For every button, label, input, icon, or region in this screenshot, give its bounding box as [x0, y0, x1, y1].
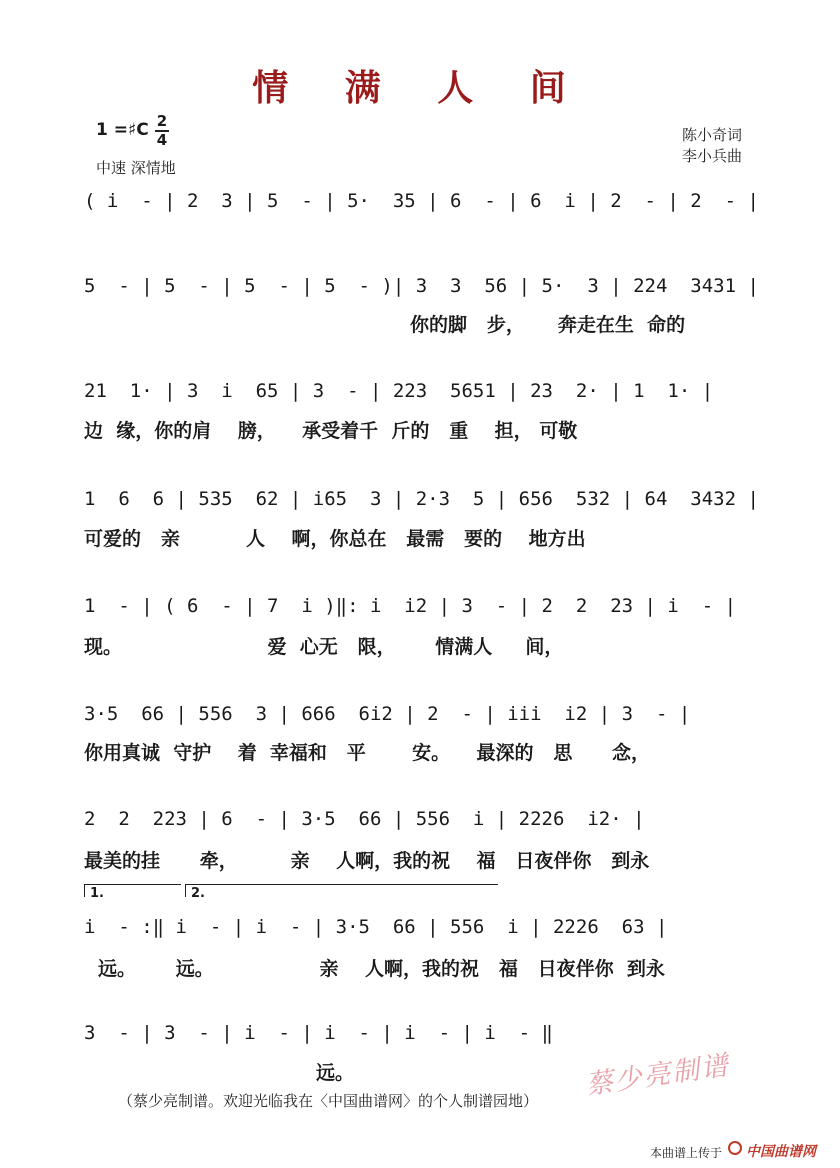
score-row-3-notes: 21 1· | 3 i 65 | 3 - | 223 5651 | 23 2· | 1 1· | — [84, 380, 714, 402]
score-row-6-notes: 3·5 66 | 556 3 | 666 6i2 | 2 - | iii i2 | 3 - | — [84, 703, 691, 725]
time-signature-top: 2 — [156, 112, 168, 130]
score-row-4-notes: 1 6 6 | 535 62 | i65 3 | 2·3 5 | 656 532 | 64 3432 | — [84, 488, 759, 510]
song-title: 情 满 人 间 — [252, 67, 588, 109]
score-row-4-lyrics: 可爱的 亲 人 啊，你总在 最需 要的 地方出 — [84, 528, 586, 550]
footer-note: （蔡少亮制谱。欢迎光临我在〈中国曲谱网〉的个人制谱园地） — [118, 1092, 539, 1110]
score-row-9-lyrics: 远。 — [316, 1062, 355, 1084]
score-row-9-notes: 3 - | 3 - | i - | i - | i - | i - ‖ — [84, 1022, 553, 1044]
score-row-8-lyrics: 远。 远。 亲 人啊，我的祝 福 日夜伴你 到永 — [98, 958, 665, 980]
second-ending-label: 2. — [191, 886, 205, 901]
tempo-marking: 中速 深情地 — [96, 159, 176, 177]
watermark-signature: 蔡少亮制谱 — [583, 1050, 732, 1101]
first-ending-label: 1. — [90, 886, 104, 901]
score-row-2-notes: 5 - | 5 - | 5 - | 5 - )| 3 3 56 | 5· 3 | 224 3431 | — [84, 275, 759, 297]
time-signature-bottom: 4 — [156, 131, 168, 149]
composer: 李小兵曲 — [682, 147, 743, 165]
score-row-2-lyrics: 你的脚 步， 奔走在生 命的 — [410, 314, 686, 336]
score-row-8-notes: i - :‖ i - | i - | 3·5 66 | 556 i | 2226 63 | — [84, 916, 668, 938]
lyricist: 陈小奇词 — [682, 126, 743, 144]
score-row-3-lyrics: 边 缘，你的肩 膀， 承受着千 斤的 重 担， 可敬 — [84, 420, 578, 442]
key-signature: 1 =♯C — [96, 120, 149, 140]
time-signature — [155, 114, 169, 148]
score-row-6-lyrics: 你用真诚 守护 着 幸福和 平 安。 最深的 思 念， — [84, 742, 651, 764]
score-row-7-notes: 2 2 223 | 6 - | 3·5 66 | 556 i | 2226 i2· | — [84, 808, 645, 830]
score-row-1-notes: ( i - | 2 3 | 5 - | 5· 35 | 6 - | 6 i | 2 - | 2 - | — [84, 190, 759, 212]
second-ending-bracket — [185, 884, 498, 897]
site-name-link[interactable]: 中国曲谱网 — [746, 1144, 816, 1160]
score-row-7-lyrics: 最美的挂 牵， 亲 人啊，我的祝 福 日夜伴你 到永 — [84, 850, 650, 872]
score-row-5-lyrics: 现。 爱 心无 限， 情满人 间， — [84, 636, 564, 658]
upload-credit: 本曲谱上传于 — [650, 1146, 723, 1160]
site-logo-icon — [728, 1141, 742, 1155]
score-row-5-notes: 1 - | ( 6 - | 7 i )‖: i i2 | 3 - | 2 2 23 | i - | — [84, 595, 737, 617]
